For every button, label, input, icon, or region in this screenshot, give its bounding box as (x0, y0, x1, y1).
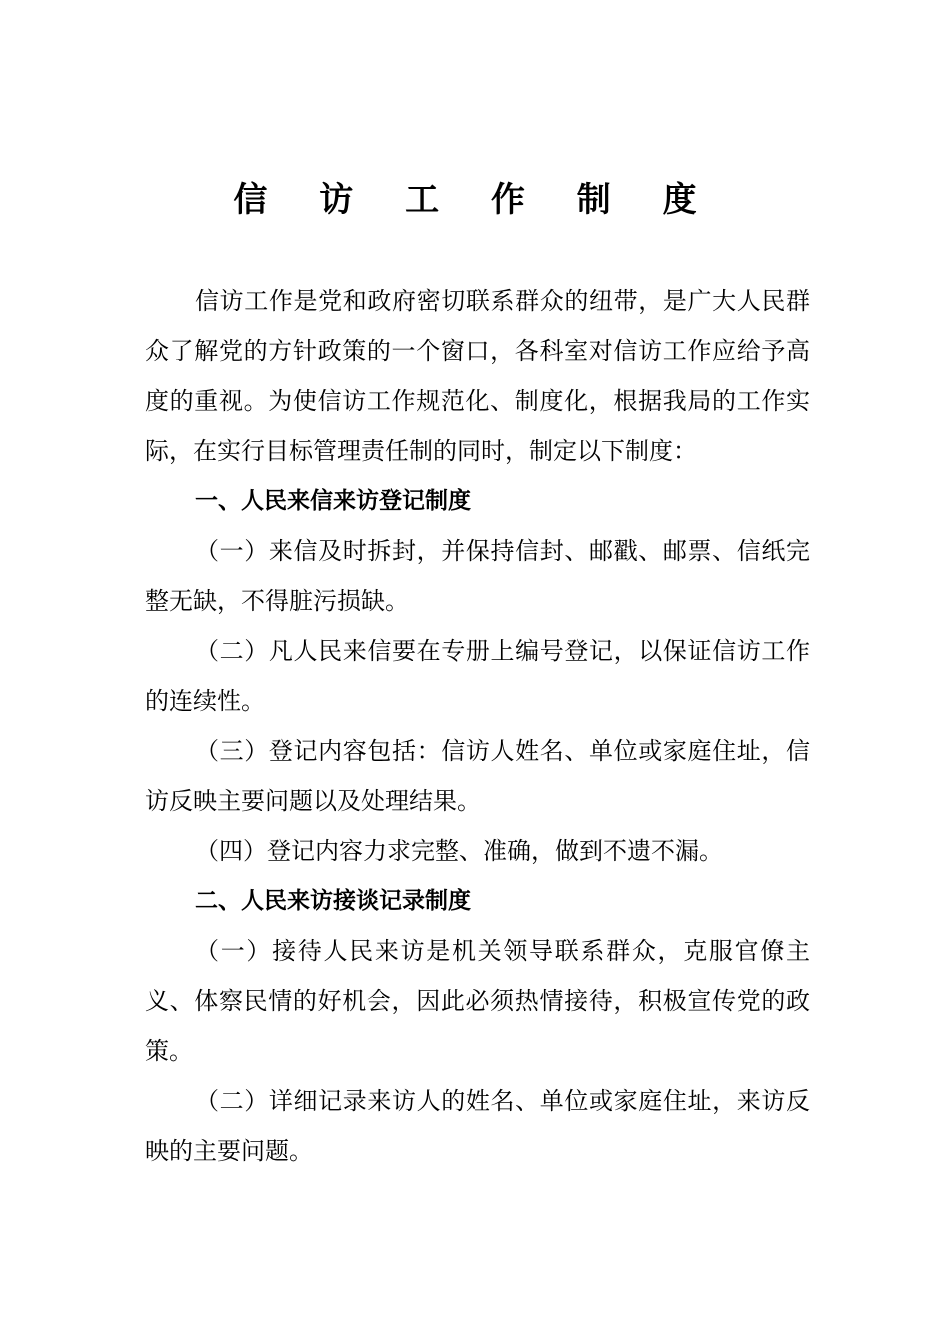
section-heading-2: 二、人民来访接谈记录制度 (195, 888, 471, 914)
section-heading-1: 一、人民来信来访登记制度 (195, 488, 471, 514)
section2-item-1: （一）接待人民来访是机关领导联系群众，克服官僚主义、体察民情的好机会，因此必须热情接待，积极宣传党的政策。 (145, 937, 810, 1065)
intro-paragraph: 信访工作是党和政府密切联系群众的纽带，是广大人民群众了解党的方针政策的一个窗口，各科室对信访工作应给予高度的重视。为使信访工作规范化、制度化，根据我局的工作实际，在实行目标管理责任制的同时，制定以下制度： (145, 287, 810, 465)
section1-item-4: （四）登记内容力求完整、准确，做到不遗不漏。 (195, 837, 723, 865)
section1-item-3: （三）登记内容包括：信访人姓名、单位或家庭住址，信访反映主要问题以及处理结果。 (145, 737, 810, 815)
document-body (145, 276, 810, 1176)
document-title: 信 访 工 作 制 度 (233, 180, 717, 220)
section2-item-2: （二）详细记录来访人的姓名、单位或家庭住址，来访反映的主要问题。 (145, 1087, 810, 1165)
section1-item-2: （二）凡人民来信要在专册上编号登记，以保证信访工作的连续性。 (145, 637, 810, 715)
section1-item-1: （一）来信及时拆封，并保持信封、邮戳、邮票、信纸完整无缺，不得脏污损缺。 (145, 537, 810, 615)
